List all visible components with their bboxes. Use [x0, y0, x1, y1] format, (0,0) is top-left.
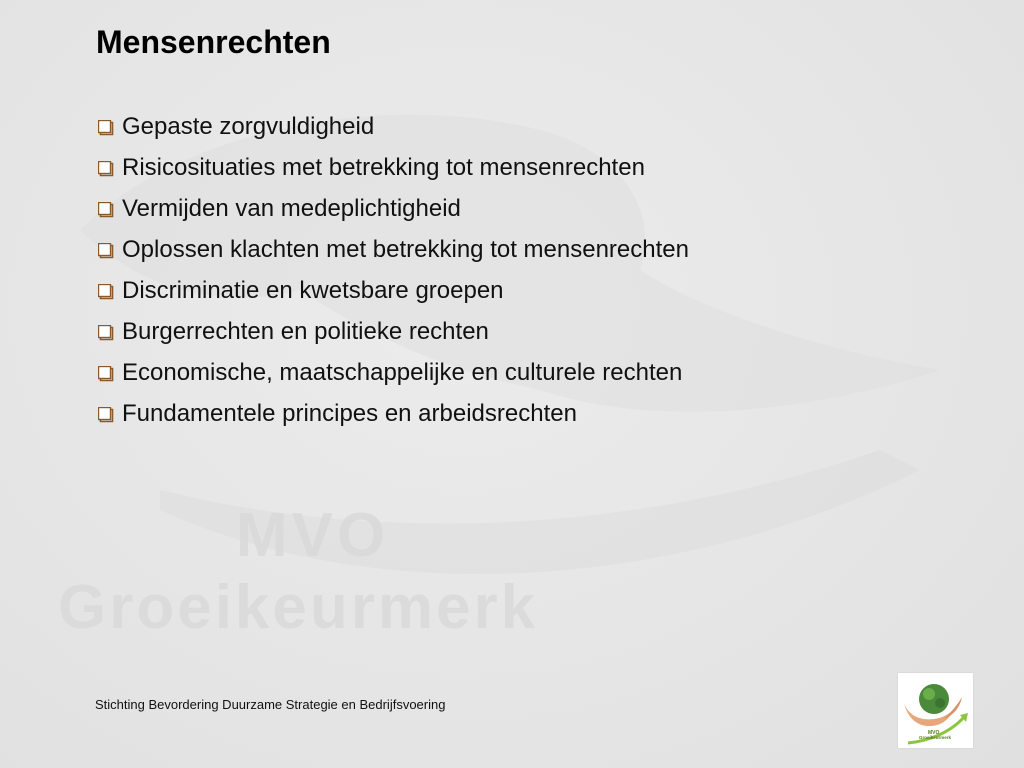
- checkbox-icon: [98, 161, 112, 175]
- bullet-item: [96, 393, 689, 434]
- bullet-text: Burgerrechten en politieke rechten: [122, 317, 489, 345]
- watermark-text-mvo: MVO: [236, 501, 390, 570]
- bullet-item: [96, 311, 689, 352]
- checkbox-icon: [98, 366, 112, 380]
- checkbox-icon: [98, 284, 112, 298]
- bullet-item: [96, 229, 689, 270]
- footer-text: Stichting Bevordering Duurzame Strategie en Bedrijfsvoering: [95, 697, 446, 712]
- bullet-text: Discriminatie en kwetsbare groepen: [122, 276, 504, 304]
- bullet-item: [96, 270, 689, 311]
- bullet-text: Oplossen klachten met betrekking tot mensenrechten: [122, 235, 689, 263]
- bullet-item: [96, 106, 689, 147]
- watermark-text-groeikeurmerk: Groeikeurmerk: [58, 573, 539, 642]
- checkbox-icon: [98, 120, 112, 134]
- bullet-text: Vermijden van medeplichtigheid: [122, 194, 461, 222]
- bullet-text: Risicosituaties met betrekking tot mensenrechten: [122, 153, 645, 181]
- svg-text:Groeikeurmerk: Groeikeurmerk: [919, 735, 952, 740]
- bullet-item: [96, 188, 689, 229]
- bullet-text: Economische, maatschappelijke en culturele rechten: [122, 358, 683, 386]
- svg-text:MVO: MVO: [928, 730, 940, 736]
- bullet-item: [96, 147, 689, 188]
- checkbox-icon: [98, 243, 112, 257]
- checkbox-icon: [98, 325, 112, 339]
- slide-title: Mensenrechten: [96, 24, 331, 60]
- bullet-item: [96, 352, 689, 393]
- bullet-text: Gepaste zorgvuldigheid: [122, 112, 375, 140]
- checkbox-icon: [98, 202, 112, 216]
- bullet-list: [96, 106, 689, 434]
- logo-graphic: [898, 673, 973, 748]
- bullet-text: Fundamentele principes en arbeidsrechten: [122, 399, 577, 427]
- checkbox-icon: [98, 407, 112, 421]
- mvo-logo: [898, 673, 973, 748]
